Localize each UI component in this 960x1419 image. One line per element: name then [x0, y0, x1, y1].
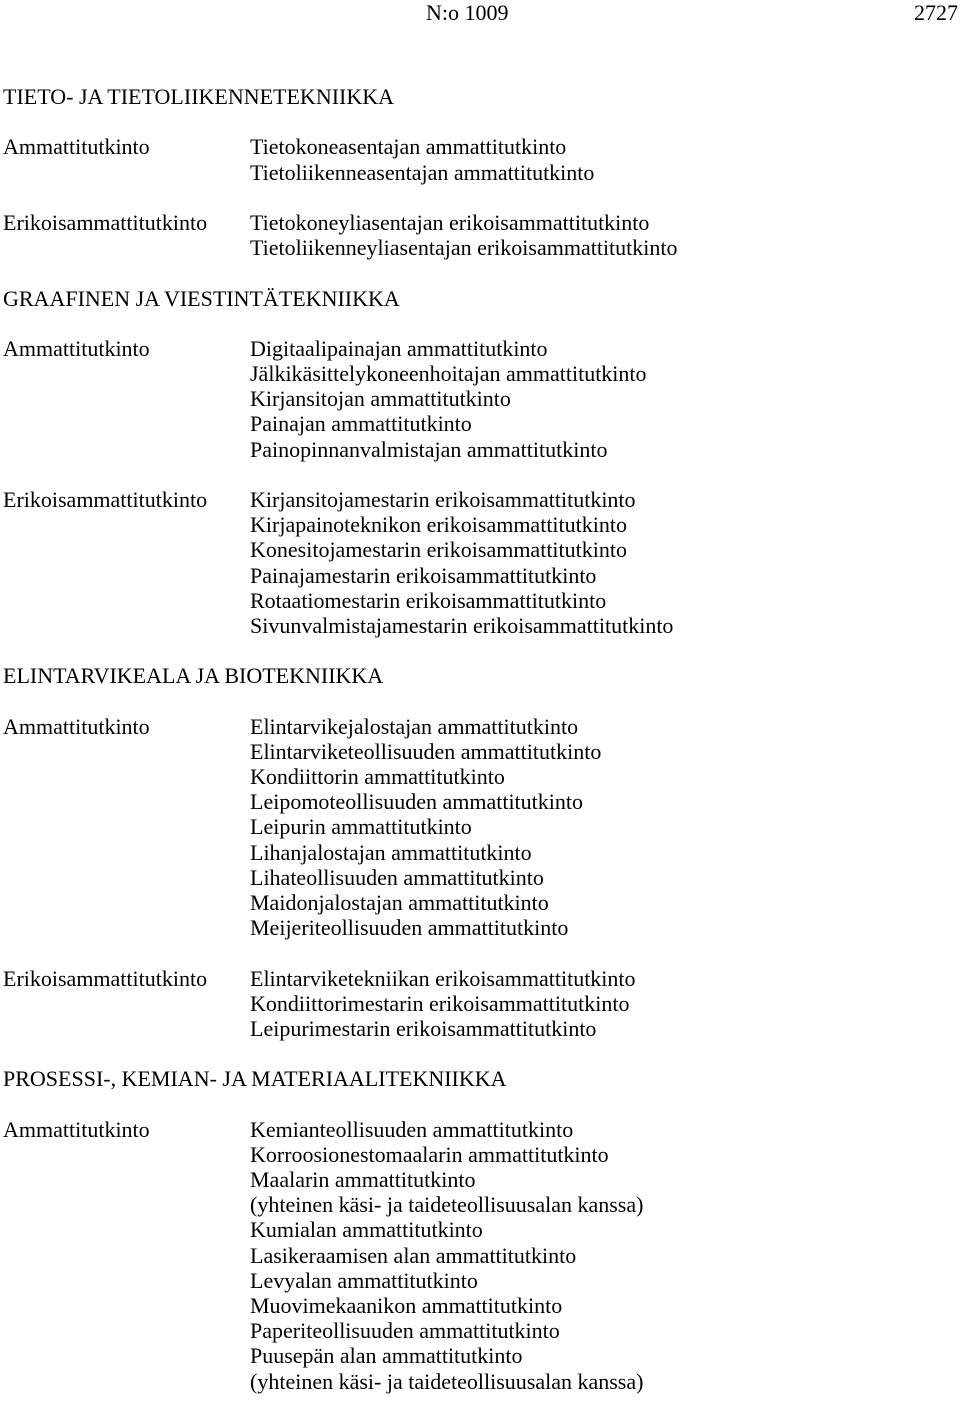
degree-item: Tietokoneyliasentajan erikoisammattitutkinto	[250, 209, 650, 235]
degree-item: Lihateollisuuden ammattitutkinto	[250, 864, 544, 890]
degree-item: Elintarviketekniikan erikoisammattitutkinto	[250, 965, 636, 991]
degree-item: Muovimekaanikon ammattitutkinto	[250, 1293, 563, 1318]
section	[3, 84, 953, 260]
degree-item: Sivunvalmistajamestarin erikoisammattitutkinto	[250, 612, 674, 638]
degree-item: Rotaatiomestarin erikoisammattitutkinto	[250, 587, 607, 613]
degree-type-label: Ammattitutkinto	[3, 335, 150, 361]
degree-list	[250, 210, 953, 260]
degree-item: Kirjansitojamestarin erikoisammattitutkinto	[250, 487, 636, 512]
degree-list	[250, 134, 953, 184]
degree-item: Jälkikäsittelykoneenhoitajan ammattitutkinto	[250, 361, 647, 387]
degree-item: Painajan ammattitutkinto	[250, 411, 472, 437]
document-number: N:o 1009	[426, 0, 509, 25]
degree-item: Levyalan ammattitutkinto	[250, 1267, 478, 1293]
degree-item: Painajamestarin erikoisammattitutkinto	[250, 562, 597, 588]
degree-item: Kondiittorin ammattitutkinto	[250, 764, 505, 790]
degree-item: Maalarin ammattitutkinto	[250, 1167, 476, 1193]
degree-item: Leipurin ammattitutkinto	[250, 814, 472, 840]
degree-group	[3, 966, 953, 1042]
degree-list	[250, 966, 953, 1042]
section	[3, 1066, 953, 1393]
degree-item: Leipurimestarin erikoisammattitutkinto	[250, 1015, 597, 1041]
degree-group	[3, 487, 953, 638]
degree-item: Maidonjalostajan ammattitutkinto	[250, 890, 549, 915]
degree-item: Digitaalipainajan ammattitutkinto	[250, 335, 548, 361]
degree-item: Tietoliikenneyliasentajan erikoisammattitutkinto	[250, 235, 678, 261]
degree-item: Meijeriteollisuuden ammattitutkinto	[250, 915, 569, 941]
degree-list	[250, 714, 953, 941]
degree-type-label: Ammattitutkinto	[3, 713, 150, 739]
degree-item: Paperiteollisuuden ammattitutkinto	[250, 1318, 560, 1344]
page-header	[0, 0, 960, 26]
degree-list	[250, 336, 953, 462]
section	[3, 663, 953, 1041]
degree-group	[3, 336, 953, 462]
degree-item: Kemianteollisuuden ammattitutkinto	[250, 1116, 574, 1142]
degree-item: Kirjapainoteknikon erikoisammattitutkinto	[250, 512, 627, 538]
page-number: 2727	[914, 0, 958, 25]
degree-item: Leipomoteollisuuden ammattitutkinto	[250, 789, 584, 815]
degree-type-label: Erikoisammattitutkinto	[3, 487, 208, 512]
degree-item: Lasikeraamisen alan ammattitutkinto	[250, 1242, 577, 1268]
degree-item: (yhteinen käsi- ja taideteollisuusalan kanssa)	[250, 1368, 644, 1394]
degree-group	[3, 210, 953, 260]
document-body	[3, 84, 953, 1419]
degree-list	[250, 1117, 953, 1394]
section-title: GRAAFINEN JA VIESTINTÄTEKNIIKKA	[3, 285, 400, 311]
degree-item: Kondiittorimestarin erikoisammattitutkinto	[250, 990, 630, 1016]
degree-type-label: Erikoisammattitutkinto	[3, 965, 208, 991]
degree-type-label: Erikoisammattitutkinto	[3, 209, 208, 235]
degree-group	[3, 1117, 953, 1394]
degree-item: Painopinnanvalmistajan ammattitutkinto	[250, 436, 608, 462]
degree-group	[3, 134, 953, 184]
degree-item: Kumialan ammattitutkinto	[250, 1217, 483, 1243]
degree-type-label: Ammattitutkinto	[3, 134, 150, 160]
degree-type-label: Ammattitutkinto	[3, 1116, 150, 1142]
degree-item: Elintarviketeollisuuden ammattitutkinto	[250, 738, 602, 764]
degree-list	[250, 487, 953, 638]
degree-item: Tietokoneasentajan ammattitutkinto	[250, 134, 567, 160]
degree-item: Puusepän alan ammattitutkinto	[250, 1343, 523, 1369]
degree-item: Konesitojamestarin erikoisammattitutkinto	[250, 537, 627, 563]
degree-item: Kirjansitojan ammattitutkinto	[250, 386, 511, 412]
degree-item: Tietoliikenneasentajan ammattitutkinto	[250, 159, 595, 185]
degree-item: (yhteinen käsi- ja taideteollisuusalan kanssa)	[250, 1192, 644, 1218]
section-title: TIETO- JA TIETOLIIKENNETEKNIIKKA	[3, 84, 395, 109]
section-title: PROSESSI-, KEMIAN- JA MATERIAALITEKNIIKKA	[3, 1066, 507, 1092]
degree-item: Elintarvikejalostajan ammattitutkinto	[250, 713, 579, 739]
section-title: ELINTARVIKEALA JA BIOTEKNIIKKA	[3, 663, 384, 689]
section	[3, 286, 953, 639]
degree-item: Lihanjalostajan ammattitutkinto	[250, 839, 532, 865]
degree-item: Korroosionestomaalarin ammattitutkinto	[250, 1141, 609, 1167]
degree-group	[3, 714, 953, 941]
